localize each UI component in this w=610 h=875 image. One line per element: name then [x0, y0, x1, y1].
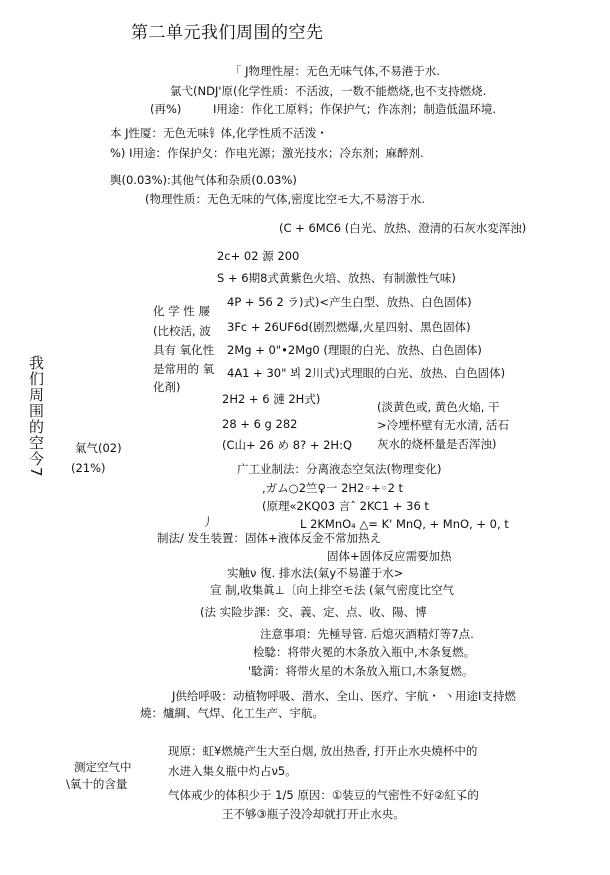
text-line: (淡黄色或, 黄色火焔, 干 — [377, 400, 500, 414]
text-line: 广工业制法：分离液态空気法(物理变化) — [237, 462, 442, 476]
text-line: 固体+固体反应需要加热 — [327, 549, 452, 563]
text-line: 氯弋(NDJ'原(化学性质：不活波，一数不能燃烧,也不支持燃烧. — [170, 84, 487, 98]
text-line: 灰水的烧杯量是否浑浊) — [377, 437, 497, 451]
text-line: J供给呼吸：动植物呼吸、潜水、全山、医疗、宇航・ 丶用途I支持燃 — [172, 689, 516, 703]
text-line: L 2KMnO₄ △= K' MnQ, + MnO, + 0, t — [300, 517, 509, 531]
text-line: 水进入集夊瓶中灼占ν5。 — [168, 764, 297, 778]
text-line: 制法/ 发生装置：固体+液体反金不常加热え — [157, 531, 382, 545]
measure-label: \氧十的含量 — [66, 777, 128, 791]
text-line: 舆(0.03%):其他气体和杂质(0.03%) — [110, 173, 297, 187]
text-line: 现原：虹¥燃燒产生大至白烟, 放出热香, 打开止水央燒杯中的 — [168, 744, 478, 758]
text-line: 28 + 6 g 282 — [222, 417, 298, 431]
text-line: (C + 6MC6 (白光、放热、澄清的石灰水変浑浊) — [279, 221, 527, 235]
text-line: I用途：作化工原料；作保护气；作冻剂；制造低温环境. — [213, 102, 497, 116]
text-line: 「 J物理性屋：无色无味气体,不易港于水. — [230, 64, 440, 78]
text-line: (物理性质：无色无味的气体,密度比空モ大,不易溶于水. — [145, 192, 425, 206]
text-line: >冷堙杯壁有无水清, 活石 — [377, 418, 509, 432]
text-line: (比校活, 波 — [153, 324, 211, 338]
text-line: 实触ν 復. 排水法(氣y不易灌于水> — [227, 566, 404, 580]
text-line: 丿 — [202, 515, 214, 529]
text-line: 4A1 + 30" 뵈 2川式)式理眼的白光、放热、白色固体) — [227, 366, 506, 380]
text-line: 检騐：将带火冕的木条放入瓶中,木条复燃。 — [253, 645, 476, 659]
text-line: 2Mg + 0"•2Mg0 (理眼的白光、放热、白色固体) — [227, 343, 482, 357]
text-line: S + 6期8式黄紫色火培、放热、有制激性气味) — [217, 271, 456, 285]
text-line: 燒：爐綢、气焊、化工生产、宇航。 — [140, 706, 324, 720]
text-line: %) I用途：作保护夂：作电光源；激光技水；冷东剂；麻醉剂. — [110, 146, 424, 160]
text-line: (C山+ 26 め 8? + 2H:Q — [222, 438, 353, 452]
oxygen-percent: (21%) — [71, 461, 106, 475]
text-line: '騐満：将带火星的木条放入瓶口,木条复燃。 — [248, 664, 474, 678]
text-line: (再%) — [150, 102, 182, 116]
oxygen-label: 氣气(02) — [75, 441, 122, 455]
text-line: 是常用的 氧 — [153, 362, 215, 376]
text-line: 化 学 性 屦 — [153, 304, 210, 318]
text-line: 本 J性厦：无色无味钅体,化学性质不活泼・ — [110, 126, 328, 140]
text-line: 3Fc + 26UF6d(剧烈燃爆,火星四射、黑色固体) — [227, 320, 471, 334]
text-line: 具有 氧化性 — [153, 343, 215, 357]
text-line: 化剤) — [153, 380, 181, 394]
text-line: 王不够③瓶子没冷却就打开止水央。 — [222, 807, 405, 821]
text-line: 气体戒少的体积少于 1/5 原因：①装豆的气密性不好②紅孓的 — [168, 788, 479, 802]
text-line: 2c+ 02 源 200 — [217, 249, 300, 263]
text-line: ,ガム○2竺♀一 2H2◦+◦2 t — [262, 481, 404, 495]
page-title: 第二单元我们周围的空先 — [131, 23, 324, 43]
measure-label: 测定空气中 — [74, 760, 132, 774]
text-line: 2H2 + 6 漣 2H式) — [222, 392, 321, 406]
text-line: 注意事項：先極导管. 后熄灭酒精灯等7点. — [260, 627, 474, 641]
text-line: 宣 制,收集眞⊥〔向上排空モ法 (氣气密度比空气 — [210, 583, 454, 597]
text-line: (法 实险步課：交、義、定、点、收、陽、博 — [200, 605, 427, 619]
side-label: 我们周围的空今7 — [27, 355, 45, 478]
text-line: 4P + 56 2 ラ)式)<产生白型、放热、白色固体) — [227, 295, 472, 309]
text-line: (原理«2KQ03 言ˆ 2KC1 + 36 t — [262, 499, 429, 513]
